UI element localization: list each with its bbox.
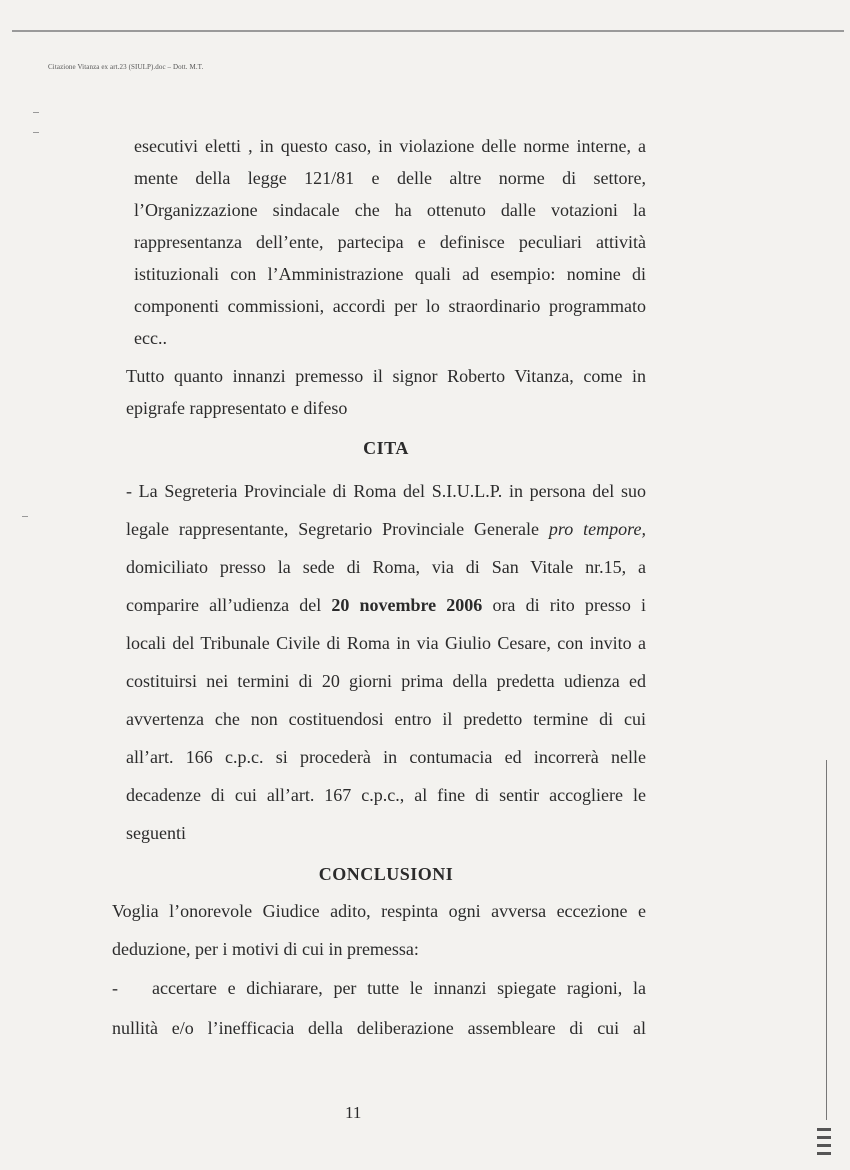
text-line: esecutivi eletti , in questo caso, in violazione delle norme interne, a bbox=[134, 136, 646, 156]
text-line: domiciliato presso la sede di Roma, via di San Vitale nr.15, a bbox=[126, 557, 646, 577]
text-span: comparire all’udienza del bbox=[126, 595, 332, 615]
margin-speck bbox=[33, 132, 39, 133]
top-rule bbox=[12, 30, 844, 32]
cita-paragraph bbox=[126, 472, 646, 852]
hearing-date: 20 novembre 2006 bbox=[331, 595, 483, 615]
text-line: Tutto quanto innanzi premesso il signor Roberto Vitanza, come in bbox=[126, 366, 646, 386]
heading-cita: CITA bbox=[363, 438, 409, 458]
conclusioni-paragraph bbox=[112, 892, 646, 1048]
text-span: accertare e dichiarare, per tutte le innanzi spiegate ragioni, la bbox=[152, 978, 646, 998]
text-line: epigrafe rappresentato e difeso bbox=[126, 398, 348, 418]
text-line: all’art. 166 c.p.c. si procederà in contumacia ed incorrerà nelle bbox=[126, 747, 646, 767]
text-line: locali del Tribunale Civile di Roma in via Giulio Cesare, con invito a bbox=[126, 633, 646, 653]
text-line: - La Segreteria Provinciale di Roma del S.I.U.L.P. in persona del suo bbox=[126, 481, 646, 501]
margin-speck bbox=[33, 112, 39, 113]
text-line bbox=[126, 586, 646, 624]
text-line: Voglia l’onorevole Giudice adito, respinta ogni avversa eccezione e bbox=[112, 901, 646, 921]
margin-marks bbox=[817, 1128, 831, 1168]
text-line: l’Organizzazione sindacale che ha ottenuto dalle votazioni la bbox=[134, 200, 646, 220]
text-line: rappresentanza dell’ente, partecipa e definisce peculiari attività bbox=[134, 232, 646, 252]
page-edge-line bbox=[826, 760, 827, 1120]
text-line: decadenze di cui all’art. 167 c.p.c., al fine di sentir accogliere le bbox=[126, 785, 646, 805]
heading-conclusioni: CONCLUSIONI bbox=[318, 864, 454, 884]
document-body bbox=[112, 130, 646, 1048]
paragraph-2 bbox=[126, 360, 646, 424]
text-line: mente della legge 121/81 e delle altre norme di settore, bbox=[134, 168, 646, 188]
text-line: avvertenza che non costituendosi entro il predetto termine di cui bbox=[126, 709, 646, 729]
text-line: seguenti bbox=[126, 823, 186, 843]
list-dash: - bbox=[112, 978, 118, 998]
paragraph-1 bbox=[126, 130, 646, 354]
text-line: ecc.. bbox=[134, 328, 167, 348]
italic-span: pro tempore, bbox=[548, 519, 646, 539]
text-line: deduzione, per i motivi di cui in premessa: bbox=[112, 939, 419, 959]
text-line: nullità e/o l’inefficacia della deliberazione assembleare di cui al bbox=[112, 1018, 646, 1038]
text-line: costituirsi nei termini di 20 giorni prima della predetta udienza ed bbox=[126, 671, 646, 691]
margin-speck bbox=[22, 516, 28, 517]
text-span: legale rappresentante, Segretario Provinciale Generale bbox=[126, 519, 549, 539]
text-line: componenti commissioni, accordi per lo straordinario programmato bbox=[134, 296, 646, 316]
text-span: ora di rito presso i bbox=[482, 595, 646, 615]
page-number: 11 bbox=[345, 1103, 362, 1122]
text-line bbox=[126, 510, 646, 548]
header-note: Citazione Vitanza ex art.23 (SIULP).doc – Dott. M.T. bbox=[48, 63, 204, 71]
list-item bbox=[112, 968, 646, 1008]
text-line: istituzionali con l’Amministrazione quali ad esempio: nomine di bbox=[134, 264, 646, 284]
